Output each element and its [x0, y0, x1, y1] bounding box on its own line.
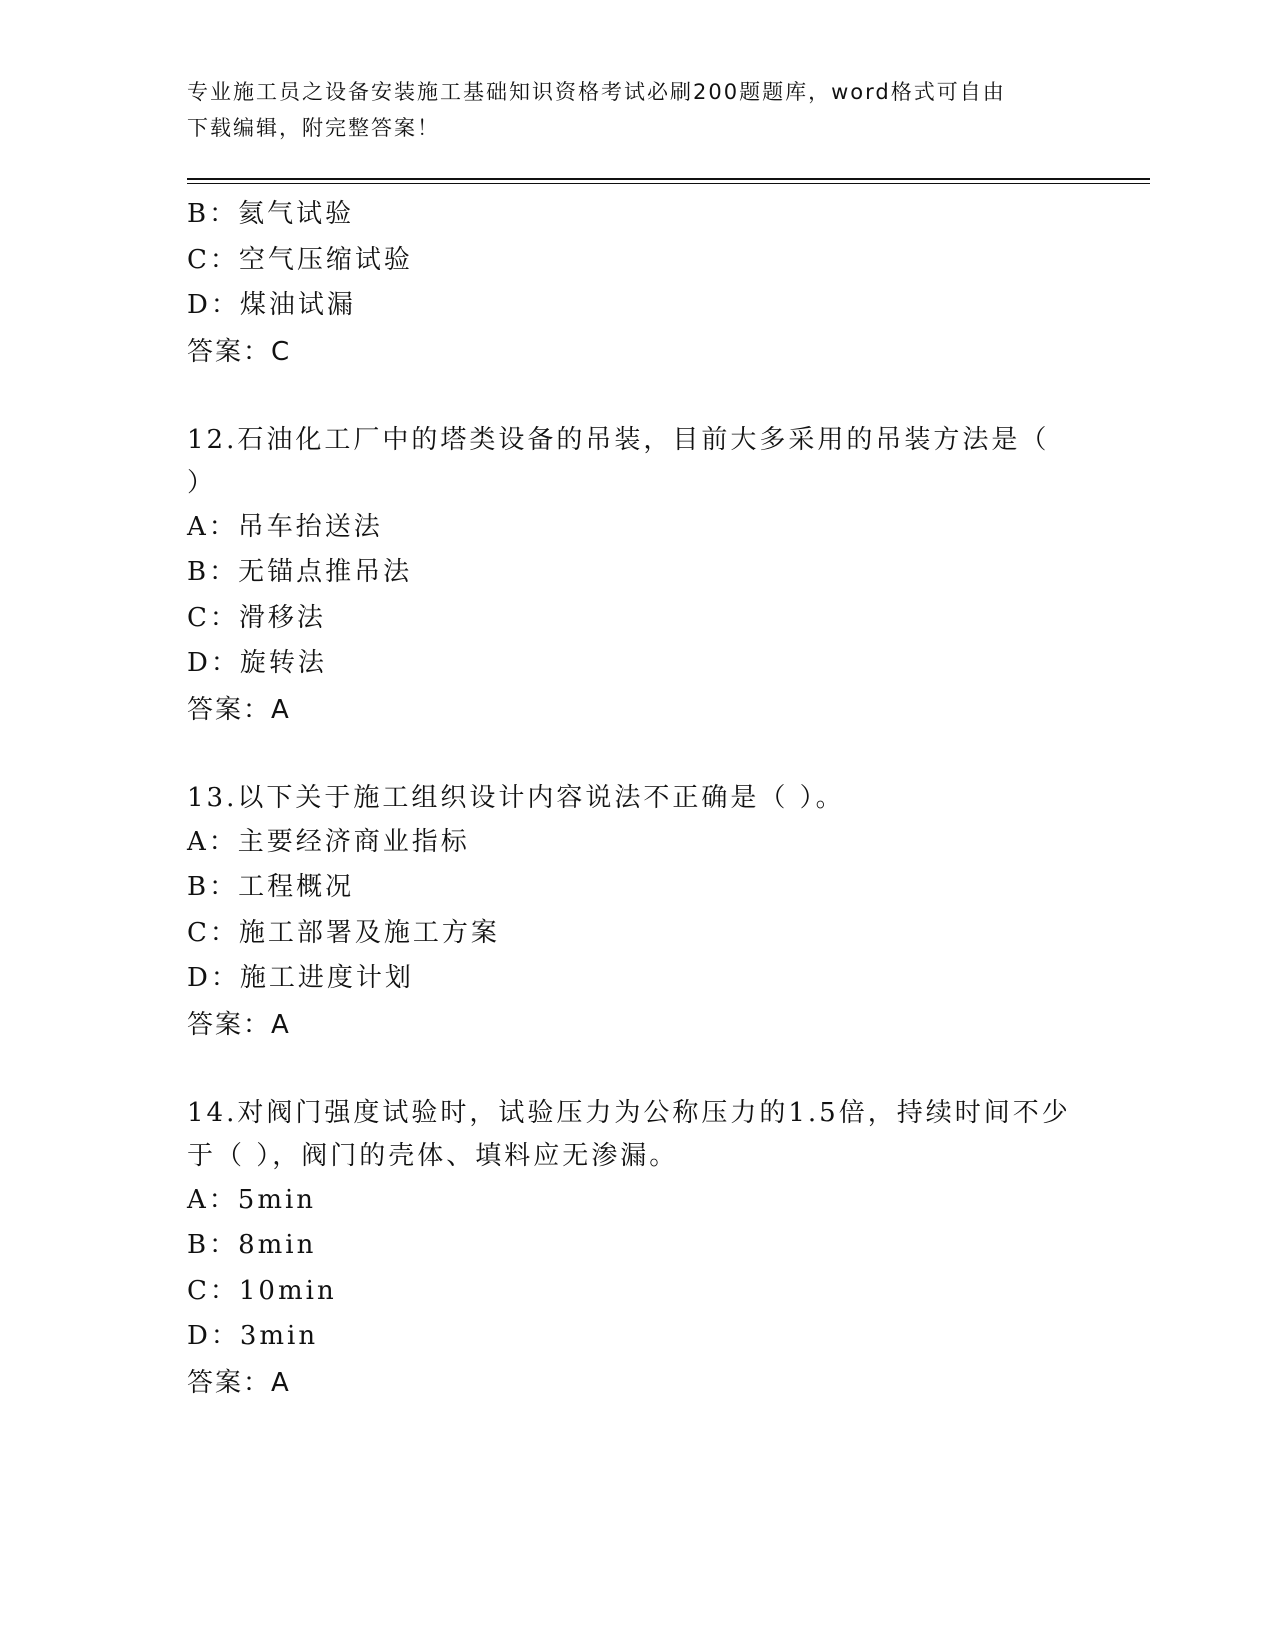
question-14: [187, 1092, 1087, 1406]
option-b: B：8min: [187, 1230, 317, 1260]
question-spacer: [187, 375, 1087, 419]
option-c: C：施工部署及施工方案: [187, 917, 500, 948]
option-a: A：吊车抬送法: [187, 511, 383, 542]
option-b: B：无锚点推吊法: [187, 557, 413, 587]
option-c: C：空气压缩试验: [187, 244, 413, 275]
option-d: D：煤油试漏: [187, 290, 356, 320]
question-spacer: [187, 733, 1087, 777]
answer-text: 答案：A: [187, 1367, 291, 1398]
answer-text: 答案：A: [187, 1009, 291, 1040]
question-content: [187, 192, 1087, 1406]
question-text-line-1: 13.以下关于施工组织设计内容说法不正确是（ ）。: [187, 782, 845, 813]
header-title-line-2: 下载编辑，附完整答案！: [187, 116, 440, 140]
option-a: A：5min: [187, 1184, 317, 1215]
document-header: [187, 74, 1067, 146]
question-text-line-1: 12.石油化工厂中的塔类设备的吊装，目前大多采用的吊装方法是（: [187, 424, 1050, 455]
question-text-line-2: ）: [187, 467, 217, 498]
question-text-line-1: 14.对阀门强度试验时，试验压力为公称压力的1.5倍，持续时间不少: [187, 1097, 1071, 1128]
option-d: D：旋转法: [187, 648, 327, 678]
question-text-line-2: 于（ ），阀门的壳体、填料应无渗漏。: [187, 1140, 679, 1171]
option-b: B：氦气试验: [187, 199, 355, 229]
question-12: [187, 419, 1087, 733]
option-d: D：3min: [187, 1321, 319, 1351]
question-13: [187, 777, 1087, 1048]
option-b: B：工程概况: [187, 872, 355, 902]
carryover-question: [187, 192, 1087, 375]
option-a: A：主要经济商业指标: [187, 826, 470, 857]
header-divider: [187, 178, 1150, 184]
option-c: C：10min: [187, 1275, 337, 1306]
header-title-line-1: 专业施工员之设备安装施工基础知识资格考试必刷200题题库，word格式可自由: [187, 80, 1006, 104]
answer-text: 答案：C: [187, 336, 292, 367]
option-d: D：施工进度计划: [187, 963, 414, 993]
option-c: C：滑移法: [187, 602, 326, 633]
answer-text: 答案：A: [187, 694, 291, 725]
question-spacer: [187, 1048, 1087, 1092]
